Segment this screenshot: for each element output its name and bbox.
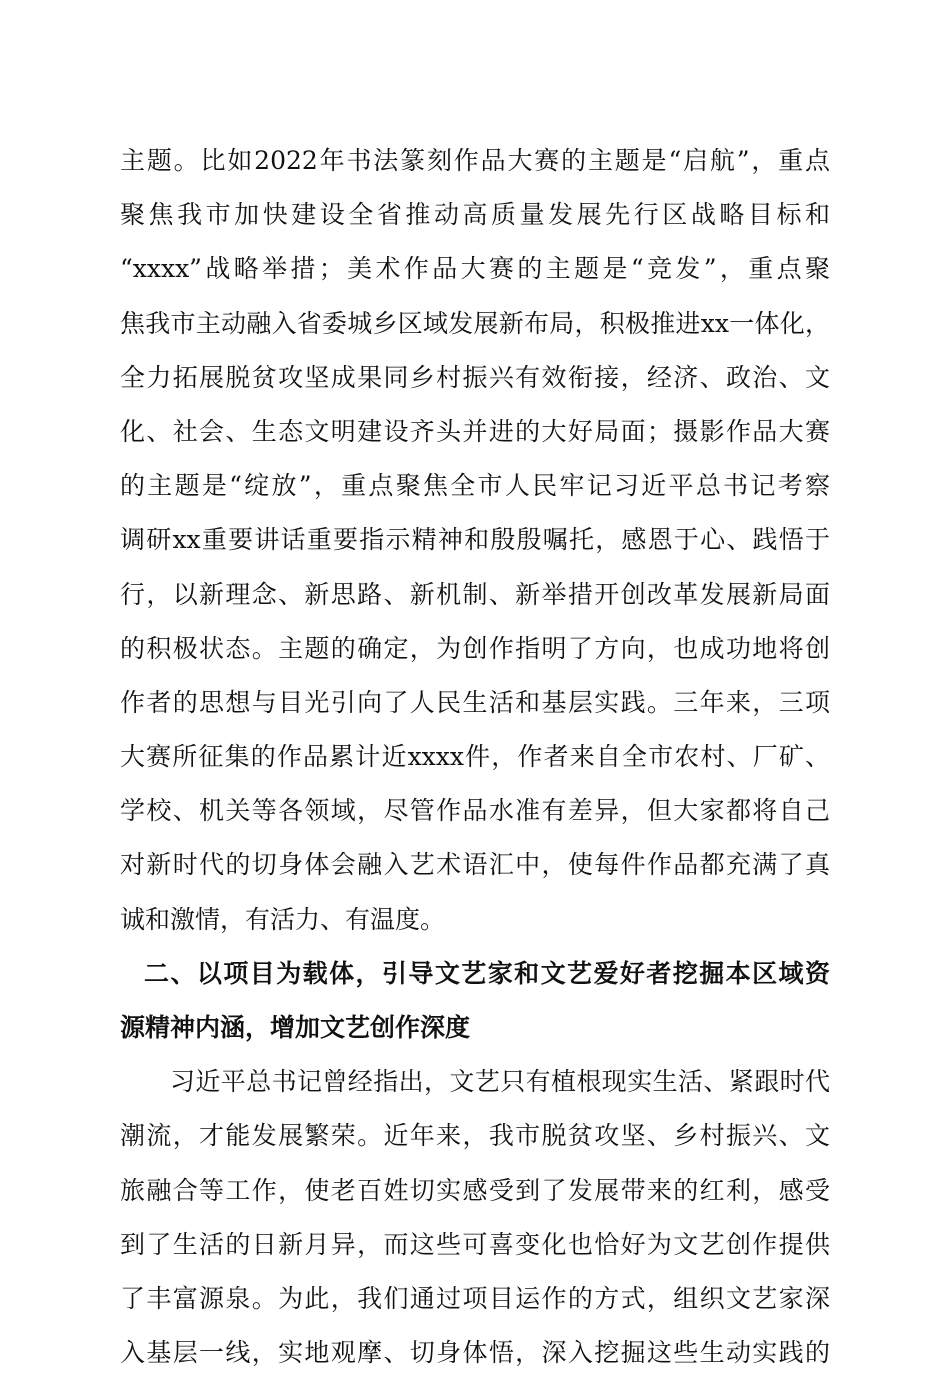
paragraph-1 — [120, 134, 830, 947]
paragraph-line: 化、社会、生态文明建设齐头并进的大好局面；摄影作品大赛 — [120, 416, 830, 446]
paragraph-line: 大赛所征集的作品累计近xxxx件，作者来自全市农村、厂矿、 — [120, 742, 830, 772]
paragraph-line: 诚和激情，有活力、有温度。 — [120, 904, 446, 934]
paragraph-line: “xxxx”战略举措；美术作品大赛的主题是“竞发”，重点聚 — [120, 254, 830, 284]
paragraph-line: 对新时代的切身体会融入艺术语汇中，使每件作品都充满了真 — [120, 850, 830, 880]
heading-line: 二、以项目为载体，引导文艺家和文艺爱好者挖掘本区域资 — [144, 958, 830, 988]
paragraph-line: 学校、机关等各领域，尽管作品水准有差异，但大家都将自己 — [120, 796, 830, 826]
paragraph-line: 入基层一线，实地观摩、切身体悟，深入挖掘这些生动实践的 — [120, 1338, 830, 1368]
document-body — [120, 134, 830, 1380]
paragraph-line: 行，以新理念、新思路、新机制、新举措开创改革发展新局面 — [120, 579, 830, 609]
paragraph-2 — [120, 1055, 830, 1380]
paragraph-line: 主题。比如2022年书法篆刻作品大赛的主题是“启航”，重点 — [120, 146, 830, 175]
paragraph-line: 了丰富源泉。为此，我们通过项目运作的方式，组织文艺家深 — [120, 1283, 830, 1313]
paragraph-line: 聚焦我市加快建设全省推动高质量发展先行区战略目标和 — [120, 200, 830, 230]
paragraph-line: 的积极状态。主题的确定，为创作指明了方向，也成功地将创 — [120, 633, 830, 663]
paragraph-line: 旅融合等工作，使老百姓切实感受到了发展带来的红利，感受 — [120, 1175, 830, 1205]
paragraph-line: 全力拓展脱贫攻坚成果同乡村振兴有效衔接，经济、政治、文 — [120, 362, 830, 392]
paragraph-line: 习近平总书记曾经指出，文艺只有植根现实生活、紧跟时代 — [170, 1067, 830, 1097]
paragraph-line: 调研xx重要讲话重要指示精神和殷殷嘱托，感恩于心、践悟于 — [120, 525, 830, 555]
paragraph-line: 潮流，才能发展繁荣。近年来，我市脱贫攻坚、乡村振兴、文 — [120, 1121, 830, 1151]
heading-line: 源精神内涵，增加文艺创作深度 — [120, 1013, 471, 1042]
paragraph-line: 到了生活的日新月异，而这些可喜变化也恰好为文艺创作提供 — [120, 1229, 830, 1259]
paragraph-line: 的主题是“绽放”，重点聚焦全市人民牢记习近平总书记考察 — [120, 471, 830, 501]
section-heading-2 — [120, 947, 830, 1055]
paragraph-line: 焦我市主动融入省委城乡区域发展新布局，积极推进xx一体化， — [120, 308, 830, 338]
paragraph-line: 作者的思想与目光引向了人民生活和基层实践。三年来，三项 — [120, 687, 830, 717]
